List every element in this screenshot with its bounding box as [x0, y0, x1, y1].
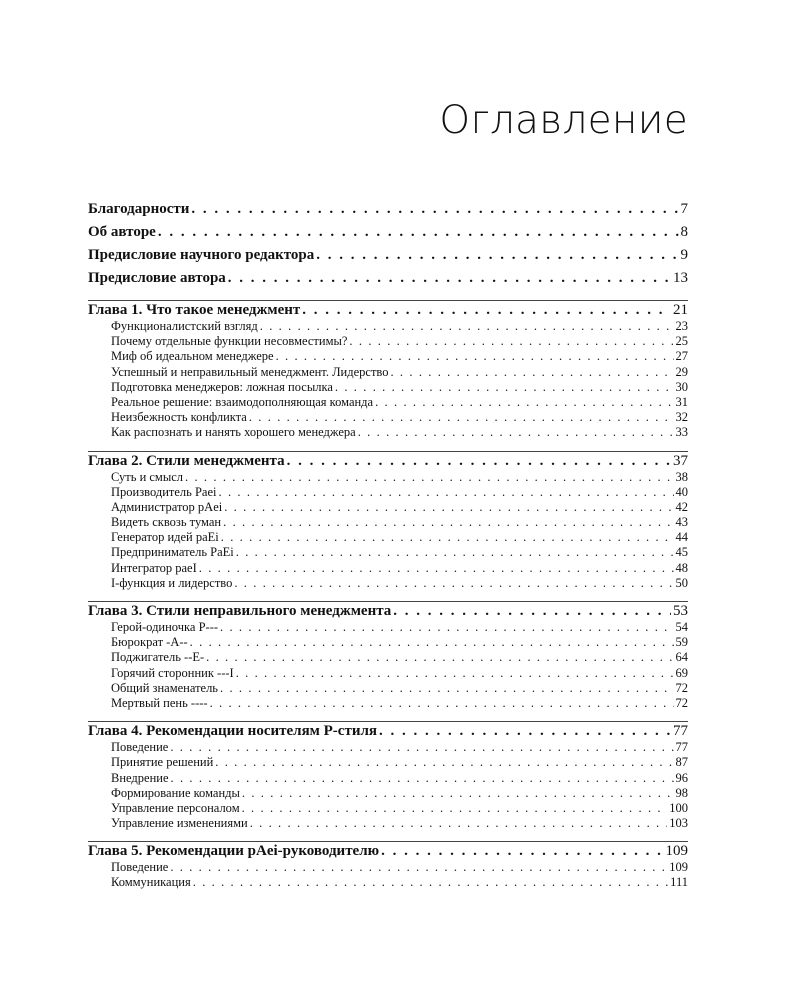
toc-entry-label: Общий знаменатель: [111, 680, 219, 695]
table-of-contents: [88, 198, 688, 891]
toc-entry-label: Поджигатель --E-: [111, 650, 205, 665]
toc-entry-label: Предисловие автора: [88, 270, 226, 286]
dot-leader: [171, 771, 674, 786]
front-matter-entry[interactable]: [88, 221, 688, 244]
chapters-list: [88, 300, 688, 891]
section-entry[interactable]: [88, 816, 688, 831]
dot-leader: [170, 740, 673, 755]
dot-leader: [185, 470, 673, 485]
chapter-entry[interactable]: [88, 722, 688, 740]
chapter-entry[interactable]: [88, 301, 688, 319]
page-number: 9: [680, 247, 688, 263]
page-number: 37: [673, 452, 688, 469]
toc-entry-label: I-функция и лидерство: [111, 575, 233, 590]
toc-entry-label: Принятие решений: [111, 755, 214, 770]
front-matter: [88, 198, 688, 290]
toc-entry-label: Бюрократ -A--: [111, 635, 188, 650]
toc-entry-label: Предисловие научного редактора: [88, 247, 315, 263]
section-entry[interactable]: [88, 365, 688, 380]
page-number: 50: [675, 575, 688, 590]
chapter-block: [88, 841, 688, 890]
dot-leader: [349, 334, 673, 349]
toc-entry-label: Неизбежность конфликта: [111, 410, 247, 425]
page-number: 72: [675, 680, 688, 695]
chapter-entry[interactable]: [88, 452, 688, 470]
section-entry[interactable]: [88, 500, 688, 515]
section-entry[interactable]: [88, 696, 688, 711]
section-entry[interactable]: [88, 410, 688, 425]
toc-entry-label: Глава 5. Рекомендации pAei-руководителю: [88, 843, 380, 860]
toc-entry-label: Формирование команды: [111, 785, 240, 800]
page-number: 31: [675, 394, 688, 409]
page-number: 69: [675, 665, 688, 680]
toc-entry-label: Интегратор paeI: [111, 560, 197, 575]
toc-entry-label: Об авторе: [88, 224, 156, 240]
toc-entry-label: Поведение: [111, 860, 169, 875]
section-entry[interactable]: [88, 319, 688, 334]
front-matter-entry[interactable]: [88, 267, 688, 290]
page-number: 54: [675, 620, 688, 634]
toc-entry-label: Герой-одиночка P---: [111, 620, 219, 634]
page-number: 77: [673, 723, 688, 740]
dot-leader: [381, 842, 663, 860]
section-entry[interactable]: [88, 860, 688, 875]
dot-leader: [249, 410, 674, 425]
dot-leader: [335, 380, 674, 395]
section-entry[interactable]: [88, 620, 688, 635]
toc-entry-label: Производитель Paei: [111, 484, 217, 499]
toc-entry-label: Успешный и неправильный менеджмент. Лидерство: [111, 364, 389, 379]
dot-leader: [236, 545, 674, 560]
toc-entry-label: Предприниматель PaEi: [111, 545, 234, 560]
toc-entry-label: Функционалистский взгляд: [111, 319, 258, 333]
dot-leader: [221, 530, 674, 545]
dot-leader: [234, 576, 673, 591]
section-entry[interactable]: [88, 545, 688, 560]
page-number: 100: [669, 800, 688, 815]
dot-leader: [236, 666, 674, 681]
toc-entry-label: Глава 2. Стили менеджмента: [88, 452, 285, 469]
toc-entry-label: Реальное решение: взаимодополняющая команда: [111, 394, 374, 409]
chapter-block: [88, 721, 688, 831]
dot-leader: [379, 722, 671, 740]
page-number: 103: [669, 816, 688, 831]
dot-leader: [215, 755, 673, 770]
section-entry[interactable]: [88, 771, 688, 786]
page-number: 48: [675, 560, 688, 575]
dot-leader: [302, 301, 671, 319]
page-number: 43: [675, 515, 688, 530]
page-number: 25: [675, 334, 688, 349]
toc-entry-label: Почему отдельные функции несовместимы?: [111, 334, 348, 349]
dot-leader: [224, 500, 673, 515]
toc-entry-label: Мертвый пень ----: [111, 695, 208, 710]
dot-leader: [219, 485, 674, 500]
page-number: 8: [680, 224, 688, 240]
dot-leader: [316, 244, 678, 267]
dot-leader: [287, 452, 671, 470]
page-number: 109: [665, 843, 688, 860]
page-number: 33: [675, 425, 688, 440]
section-entry[interactable]: [88, 875, 688, 890]
section-entry[interactable]: [88, 395, 688, 410]
page-number: 64: [675, 650, 688, 665]
dot-leader: [375, 395, 673, 410]
chapter-block: [88, 300, 688, 441]
page-number: 109: [669, 860, 688, 875]
toc-entry-label: Горячий сторонник ---I: [111, 665, 234, 680]
dot-leader: [390, 365, 673, 380]
toc-entry-label: Суть и смысл: [111, 469, 184, 484]
page-number: 111: [670, 875, 688, 890]
page-number: 53: [673, 603, 688, 619]
toc-entry-label: Внедрение: [111, 770, 169, 785]
dot-leader: [242, 786, 674, 801]
section-entry[interactable]: [88, 666, 688, 681]
page-number: 13: [673, 270, 688, 286]
page-number: 21: [673, 302, 688, 318]
toc-entry-label: Глава 1. Что такое менеджмент: [88, 302, 301, 318]
section-entry[interactable]: [88, 561, 688, 576]
front-matter-entry[interactable]: [88, 198, 688, 221]
chapter-entry[interactable]: [88, 602, 688, 620]
section-entry[interactable]: [88, 740, 688, 755]
dot-leader: [199, 561, 674, 576]
section-entry[interactable]: [88, 681, 688, 696]
section-entry[interactable]: [88, 635, 688, 650]
dot-leader: [170, 860, 667, 875]
section-entry[interactable]: [88, 530, 688, 545]
page-number: 96: [675, 770, 688, 785]
page-number: 7: [680, 201, 688, 217]
page-number: 23: [675, 319, 688, 333]
page-number: 32: [675, 410, 688, 425]
dot-leader: [220, 681, 673, 696]
section-entry[interactable]: [88, 786, 688, 801]
dot-leader: [260, 319, 674, 334]
chapter-block: [88, 451, 688, 592]
section-entry[interactable]: [88, 801, 688, 816]
page-number: 59: [675, 635, 688, 650]
dot-leader: [393, 602, 671, 620]
toc-entry-label: Коммуникация: [111, 875, 191, 890]
page-number: 87: [675, 755, 688, 770]
dot-leader: [190, 635, 674, 650]
dot-leader: [223, 515, 673, 530]
page-number: 30: [675, 379, 688, 394]
dot-leader: [210, 696, 674, 711]
page-number: 42: [675, 499, 688, 514]
page-number: 44: [675, 530, 688, 545]
dot-leader: [193, 875, 668, 890]
toc-entry-label: Администратор pAei: [111, 499, 223, 514]
chapter-entry[interactable]: [88, 842, 688, 860]
section-entry[interactable]: [88, 380, 688, 395]
page-number: 72: [675, 695, 688, 710]
toc-entry-label: Миф об идеальном менеджере: [111, 349, 274, 364]
front-matter-entry[interactable]: [88, 244, 688, 267]
page-title: Оглавление: [439, 98, 688, 143]
dot-leader: [242, 801, 668, 816]
section-entry[interactable]: [88, 334, 688, 349]
page-number: 40: [675, 484, 688, 499]
toc-entry-label: Поведение: [111, 740, 169, 755]
chapter-block: [88, 601, 688, 711]
dot-leader: [220, 620, 673, 635]
dot-leader: [250, 816, 668, 831]
page-number: 98: [675, 785, 688, 800]
section-entry[interactable]: [88, 755, 688, 770]
section-entry[interactable]: [88, 515, 688, 530]
section-entry[interactable]: [88, 576, 688, 591]
section-entry[interactable]: [88, 470, 688, 485]
section-entry[interactable]: [88, 425, 688, 440]
toc-entry-label: Подготовка менеджеров: ложная посылка: [111, 379, 333, 394]
section-entry[interactable]: [88, 349, 688, 364]
toc-entry-label: Как распознать и нанять хорошего менеджера: [111, 425, 356, 440]
toc-entry-label: Видеть сквозь туман: [111, 515, 222, 530]
section-entry[interactable]: [88, 485, 688, 500]
dot-leader: [158, 221, 679, 244]
toc-entry-label: Глава 3. Стили неправильного менеджмента: [88, 603, 392, 619]
toc-entry-label: Управление изменениями: [111, 816, 248, 831]
dot-leader: [206, 650, 673, 665]
toc-entry-label: Глава 4. Рекомендации носителям P-стиля: [88, 723, 378, 740]
page-number: 38: [675, 469, 688, 484]
page-number: 29: [675, 364, 688, 379]
dot-leader: [228, 267, 671, 290]
page-number: 45: [675, 545, 688, 560]
page-number: 77: [675, 740, 688, 755]
dot-leader: [276, 349, 674, 364]
toc-entry-label: Генератор идей paEi: [111, 530, 219, 545]
dot-leader: [191, 198, 678, 221]
section-entry[interactable]: [88, 650, 688, 665]
toc-entry-label: Управление персоналом: [111, 800, 240, 815]
dot-leader: [358, 425, 674, 440]
page-number: 27: [675, 349, 688, 364]
toc-entry-label: Благодарности: [88, 201, 190, 217]
